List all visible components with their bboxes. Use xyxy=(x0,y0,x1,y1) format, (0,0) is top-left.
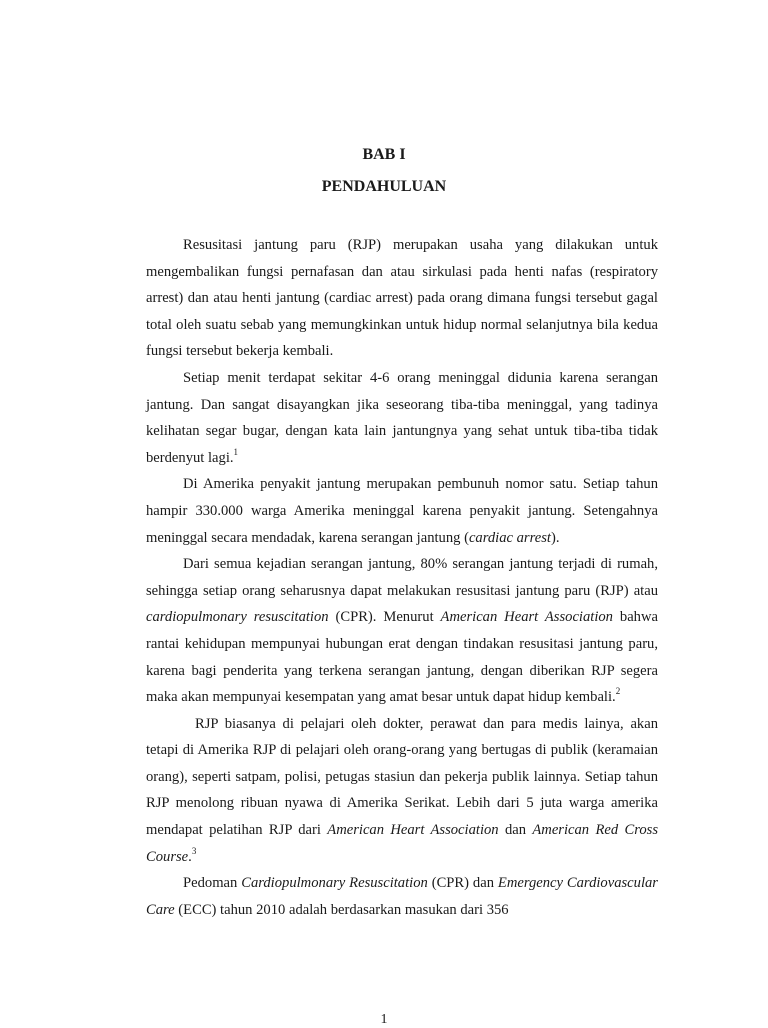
paragraph-text: (CPR) dan xyxy=(427,875,498,892)
chapter-title: PENDAHULUAN xyxy=(321,178,447,195)
paragraph xyxy=(146,232,658,365)
paragraph-text: . xyxy=(188,848,192,865)
chapter-heading: BAB I xyxy=(362,146,406,163)
body-text xyxy=(146,232,658,923)
paragraph xyxy=(146,365,658,471)
paragraph xyxy=(146,711,658,871)
italic-term: American Red Cross Course xyxy=(146,822,658,865)
paragraph-text: (CPR). Menurut xyxy=(328,609,441,626)
paragraph-text: Dari semua kejadian serangan jantung, 80% serangan jantung terjadi di rumah, sehingga setiap orang seharusnya dapat melakukan resusitasi jantung paru (RJP) atau xyxy=(146,556,658,599)
italic-term: cardiopulmonary resuscitation xyxy=(146,609,329,626)
paragraph-text: ). xyxy=(550,529,560,546)
paragraph-text: bahwa rantai kehidupan mempunyai hubungan erat dengan tindakan resusitasi jantung paru, karena bagi penderita yang terkena serangan jantung, dengan diberikan RJP segera maka akan mempunyai kesempatan yang amat besar untuk dapat hidup kembali. xyxy=(146,609,658,706)
italic-term: American Heart Association xyxy=(327,822,499,839)
paragraph-text: dan xyxy=(498,822,533,839)
italic-term: Cardiopulmonary Resuscitation xyxy=(241,875,428,892)
paragraph xyxy=(146,551,658,711)
paragraph-text: Setiap menit terdapat sekitar 4-6 orang meninggal didunia karena serangan jantung. Dan sangat disayangkan jika seseorang tiba-tiba meninggal, yang tadinya kelihatan segar bugar, dengan kata lain jantungnya yang sehat untuk tiba-tiba tidak berdenyut lagi. xyxy=(146,369,658,466)
italic-term: American Heart Association xyxy=(440,609,613,626)
paragraph xyxy=(146,471,658,551)
page-number: 1 xyxy=(380,1012,388,1027)
paragraph-text: (ECC) tahun 2010 adalah berdasarkan masukan dari 356 xyxy=(174,901,509,918)
footnote-ref: 3 xyxy=(191,845,197,856)
paragraph-text: Di Amerika penyakit jantung merupakan pembunuh nomor satu. Setiap tahun hampir 330.000 warga Amerika meninggal karena penyakit jantung. Setengahnya meninggal secara mendadak, karena serangan jantung ( xyxy=(146,476,658,546)
paragraph xyxy=(146,870,658,923)
footnote-ref: 2 xyxy=(615,686,621,697)
italic-term: Emergency Cardiovascular Care xyxy=(146,875,658,918)
paragraph-text: Resusitasi jantung paru (RJP) merupakan usaha yang dilakukan untuk mengembalikan fungsi pernafasan dan atau sirkulasi pada henti nafas (respiratory arrest) dan atau henti jantung (cardiac arrest) pada orang dimana fungsi tersebut gagal total oleh suatu sebab yang memungkinkan untuk hidup normal selanjutnya bila kedua fungsi tersebut bekerja kembali. xyxy=(146,237,658,360)
paragraph-text: Pedoman xyxy=(183,875,242,892)
footnote-ref: 1 xyxy=(233,446,239,457)
paragraph-text: RJP biasanya di pelajari oleh dokter, perawat dan para medis lainya, akan tetapi di Amerika RJP di pelajari oleh orang-orang yang bertugas di publik (keramaian orang), seperti satpam, polisi, petugas stasiun dan pekerja publik lainnya. Setiap tahun RJP menolong ribuan nyawa di Amerika Serikat. Lebih dari 5 juta warga amerika mendapat pelatihan RJP dari xyxy=(146,715,658,839)
italic-term: cardiac arrest xyxy=(468,529,551,546)
